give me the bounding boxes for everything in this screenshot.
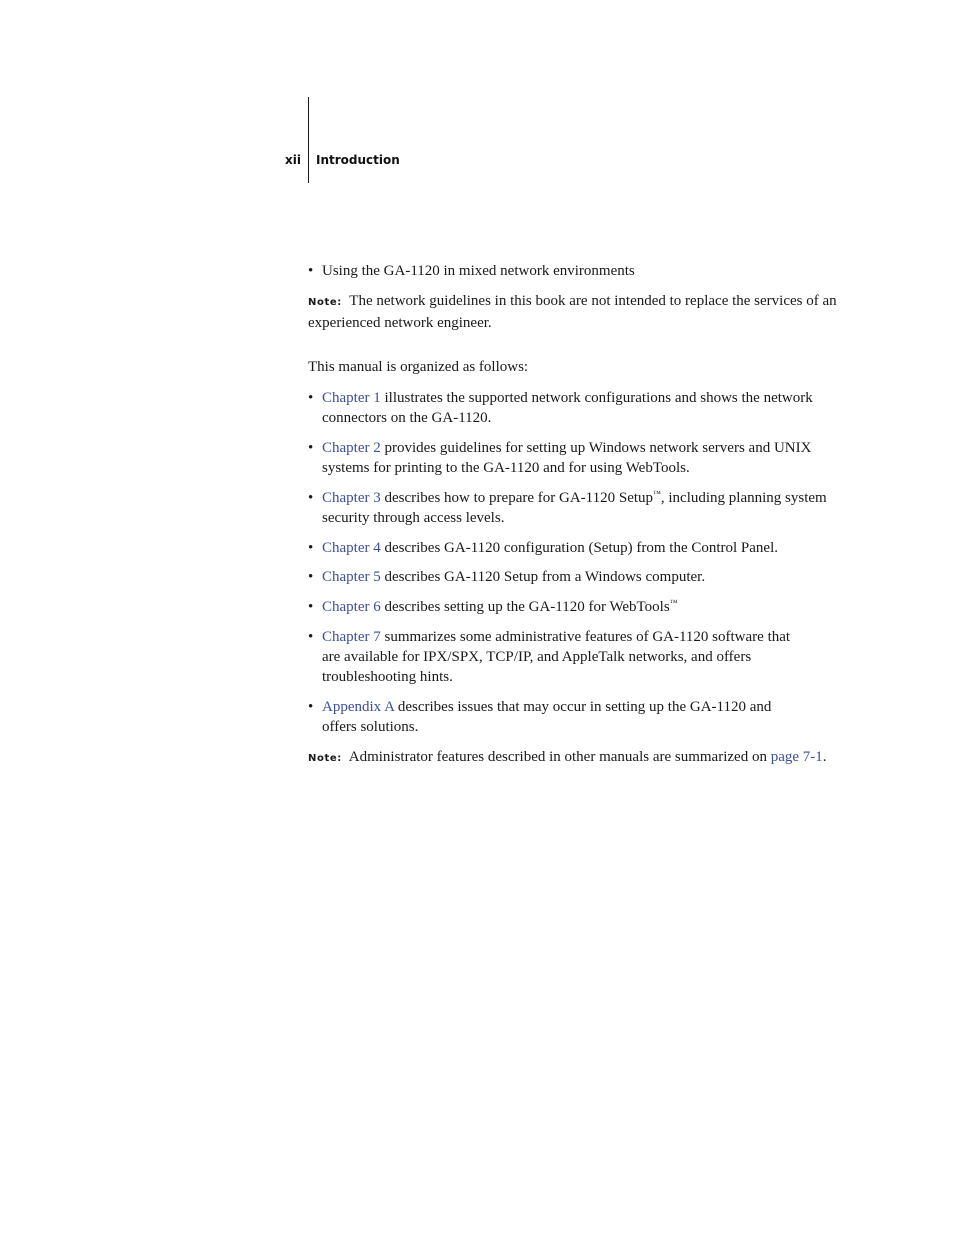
chapter-7-link[interactable]: Chapter 7 (322, 629, 381, 645)
intro-paragraph: This manual is organized as follows: (308, 359, 529, 375)
header-divider (308, 97, 309, 183)
chapter-1-link[interactable]: Chapter 1 (322, 390, 381, 406)
list-item (308, 261, 833, 281)
note-text: The network guidelines in this book are not intended to replace the services of an experienced network engineer. (308, 293, 837, 331)
list-item-chapter-5 (308, 567, 833, 587)
bullet-icon: • (308, 569, 314, 585)
list-item-chapter-2 (308, 438, 833, 478)
list-item-text: illustrates the supported network configurations and shows the network connectors on the GA-1120. (322, 390, 813, 426)
list-item-text: Using the GA-1120 in mixed network environments (322, 263, 635, 279)
list-item-text: describes GA-1120 configuration (Setup) from the Control Panel. (380, 540, 779, 556)
page-number: xii (285, 153, 301, 167)
bullet-icon: • (308, 263, 314, 279)
list-item-chapter-6 (308, 597, 833, 617)
note-label: Note: (308, 297, 342, 308)
list-item-text: summarizes some administrative features of GA-1120 software that are available for IPX/SPX, TCP/IP, and AppleTalk networks, and offers troubleshooting hints. (322, 629, 791, 685)
appendix-a-link[interactable]: Appendix A (322, 699, 395, 715)
list-item-text: describes GA-1120 Setup from a Windows computer. (380, 569, 706, 585)
note-label: Note: (308, 753, 342, 764)
bullet-icon: • (308, 699, 314, 715)
section-title: Introduction (316, 153, 400, 167)
list-item-text: describes how to prepare for GA-1120 Setup (380, 490, 654, 506)
bullet-icon: • (308, 440, 314, 456)
chapter-2-link[interactable]: Chapter 2 (322, 440, 381, 456)
list-item-chapter-7 (308, 627, 792, 687)
bullet-icon: • (308, 390, 314, 406)
chapter-3-link[interactable]: Chapter 3 (322, 490, 381, 506)
list-item-text: provides guidelines for setting up Windows network servers and UNIX systems for printing to the GA-1120 and for using WebTools. (322, 440, 812, 476)
bullet-icon: • (308, 629, 314, 645)
page-7-1-link[interactable]: page 7-1 (770, 749, 823, 765)
note-end: . (822, 749, 827, 765)
list-item-chapter-4 (308, 538, 833, 558)
list-item-text-continued: , including planning system security through access levels. (322, 490, 827, 526)
note (308, 747, 848, 769)
list-item-chapter-1 (308, 388, 833, 428)
list-item-text: describes setting up the GA-1120 for WebTools (380, 599, 670, 615)
bullet-icon: • (308, 490, 314, 506)
note (308, 291, 845, 333)
page-body (308, 261, 837, 769)
trademark-symbol: ™ (653, 489, 661, 498)
trademark-symbol: ™ (669, 598, 678, 607)
bullet-icon: • (308, 540, 314, 556)
chapter-6-link[interactable]: Chapter 6 (322, 599, 381, 615)
chapter-4-link[interactable]: Chapter 4 (322, 540, 381, 556)
bullet-icon: • (308, 599, 314, 615)
chapter-5-link[interactable]: Chapter 5 (322, 569, 381, 585)
list-item-appendix-a (308, 697, 792, 737)
list-item-text: describes issues that may occur in setting up the GA-1120 and offers solutions. (322, 699, 772, 735)
list-item-chapter-3 (308, 488, 833, 528)
note-text: Administrator features described in other manuals are summarized on (348, 749, 771, 765)
